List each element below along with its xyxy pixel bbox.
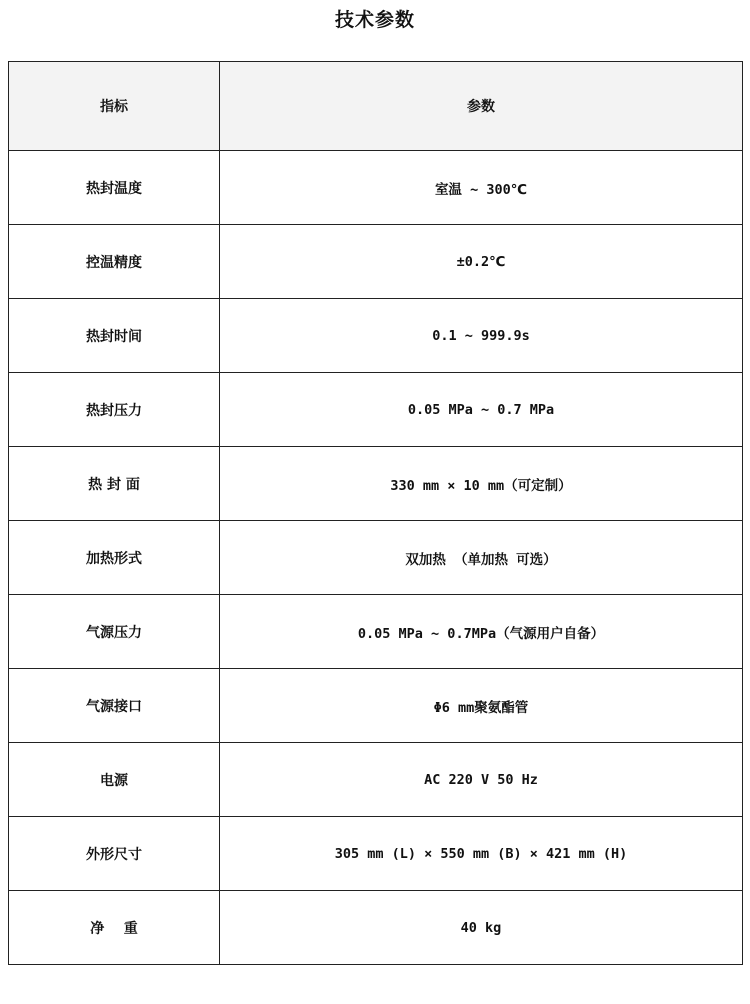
row-value: 0.05 MPa ~ 0.7MPa（气源用户自备） (220, 595, 743, 669)
row-label: 热封时间 (9, 299, 220, 373)
table-row (9, 891, 743, 965)
row-value: 室温 ~ 300℃ (220, 151, 743, 225)
row-label: 外形尺寸 (9, 817, 220, 891)
table-row (9, 225, 743, 299)
table-row (9, 595, 743, 669)
row-value: 双加热 （单加热 可选） (220, 521, 743, 595)
row-label: 热 封 面 (9, 447, 220, 521)
row-value: Φ6 mm聚氨酯管 (220, 669, 743, 743)
row-label: 气源压力 (9, 595, 220, 669)
row-value: 40 kg (220, 891, 743, 965)
table-row (9, 743, 743, 817)
row-label: 控温精度 (9, 225, 220, 299)
row-value: ±0.2℃ (220, 225, 743, 299)
row-value: AC 220 V 50 Hz (220, 743, 743, 817)
table-row (9, 817, 743, 891)
header-indicator: 指标 (9, 62, 220, 151)
row-value: 305 mm (L) × 550 mm (B) × 421 mm (H) (220, 817, 743, 891)
page-title: 技术参数 (334, 9, 415, 31)
row-value: 330 mm × 10 mm（可定制） (220, 447, 743, 521)
table-row (9, 669, 743, 743)
row-value: 0.1 ~ 999.9s (220, 299, 743, 373)
row-label: 热封温度 (9, 151, 220, 225)
table-row (9, 151, 743, 225)
table-header-row (9, 62, 743, 151)
row-label: 热封压力 (9, 373, 220, 447)
row-label: 净 重 (9, 891, 220, 965)
table-row (9, 447, 743, 521)
row-label: 电源 (9, 743, 220, 817)
table-row (9, 299, 743, 373)
row-label: 加热形式 (9, 521, 220, 595)
table-row (9, 373, 743, 447)
spec-table (8, 61, 743, 965)
table-row (9, 521, 743, 595)
row-value: 0.05 MPa ~ 0.7 MPa (220, 373, 743, 447)
row-label: 气源接口 (9, 669, 220, 743)
header-parameter: 参数 (220, 62, 743, 151)
